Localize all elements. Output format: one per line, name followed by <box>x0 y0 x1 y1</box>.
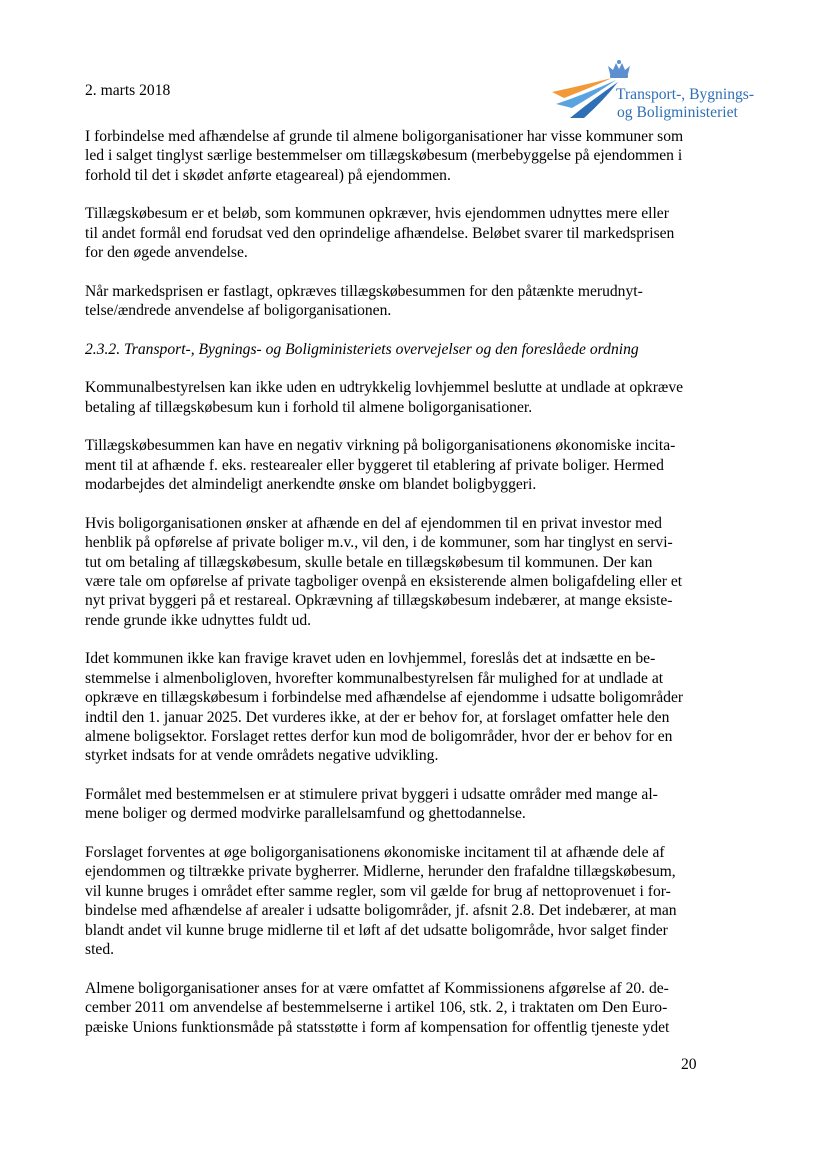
paragraph: I forbindelse med afhændelse af grunde til almene boligorganisationer har visse kommuner som led i salget tinglyst særlige bestemmelser om tillægskøbesum (merbebyggelse på ejendommen i forhold til det i skødet anførte etageareal) på ejendommen. <box>85 128 684 184</box>
document-body <box>85 127 700 1056</box>
crown-icon <box>608 60 630 78</box>
ministry-logo <box>550 60 760 130</box>
paragraph: Tillægskøbesummen kan have en negativ virkning på boligorganisationens økonomiske incita- ment til at afhænde f. eks. restearealer eller byggeret til etablering af private boliger. Hermed modarbejdes det almindeligt anerkendte ønske om blandet boligbyggeri. <box>85 437 676 494</box>
ministry-name-line2: og Boligministeriet <box>617 104 738 121</box>
ministry-name-line1: Transport-, Bygnings- <box>616 86 755 103</box>
page-number: 20 <box>681 1056 697 1073</box>
section-heading: 2.3.2. Transport-, Bygnings- og Boligministeriets overvejelser og den foreslåede ordning <box>85 340 639 358</box>
document-date: 2. marts 2018 <box>85 82 171 99</box>
paragraph: Forslaget forventes at øge boligorganisationens økonomiske incitament til at afhænde dele af ejendommen og tiltrække private bygherrer. Midlerne, herunder den frafaldne tillægskøbesum, vil kunne bruges i området efter samme regler, som vil gælde for brug af nettoprovenuet i for- bindelse med afhændelse af arealer i udsatte boligområder, jf. afsnit 2.8. Det indebærer, at man blandt andet vil kunne bruge midlerne til et løft af det udsatte boligområde, hvor salget finder sted. <box>85 844 677 959</box>
paragraph: Kommunalbestyrelsen kan ikke uden en udtrykkelig lovhjemmel beslutte at undlade at opkræve betaling af tillægskøbesum kun i forhold til almene boligorganisationer. <box>85 379 684 416</box>
paragraph: Idet kommunen ikke kan fravige kravet uden en lovhjemmel, foreslås det at indsætte en be- stemmelse i almenboligloven, hvorefter kommunalbestyrelsen får mulighed for at undlade at opkræve en tillægskøbesum i forbindelse med afhændelse af ejendomme i udsatte boligområder indtil den 1. januar 2025. Det vurderes ikke, at der er behov for, at forslaget omfatter hele den almene boligsektor. Forslaget rettes derfor kun mod de boligområder, hvor der er behov for en styrket indsats for at vende områdets negative udvikling. <box>85 650 684 765</box>
paragraph: Når markedsprisen er fastlagt, opkræves tillægskøbesummen for den påtænkte merudnyt- telse/ændrede anvendelse af boligorganisationen. <box>85 282 643 320</box>
paragraph: Hvis boligorganisationen ønsker at afhænde en del af ejendommen til en privat investor med henblik på opførelse af private boliger m.v., vil den, i de kommuner, som har tinglyst en servi- tut om betaling af tillægskøbesum, skulle betale en tillægskøbesum til kommunen. Der kan være tale om opførelse af private tagboliger ovenpå en eksisterende almen boligafdeling eller et nyt privat byggeri på et restareal. Opkrævning af tillægskøbesum indebærer, at mange eksiste- rende grunde ikke udnyttes fuldt ud. <box>85 514 683 629</box>
paragraph: Formålet med bestemmelsen er at stimulere privat byggeri i udsatte områder med mange al- mene boliger og dermed modvirke parallelsamfund og ghettodannelse. <box>85 786 658 823</box>
ministry-name <box>616 86 754 122</box>
paragraph: Almene boligorganisationer anses for at være omfattet af Kommissionens afgørelse af 20. de- cember 2011 om anvendelse af bestemmelserne i artikel 106, stk. 2, i traktaten om Den Euro- pæiske Unions funktionsmåde på statsstøtte i form af kompensation for offentlig tjeneste ydet <box>85 979 670 1036</box>
paragraph: Tillægskøbesum er et beløb, som kommunen opkræver, hvis ejendommen udnyttes mere eller til andet formål end forudsat ved den oprindelige afhændelse. Beløbet svarer til markedsprisen for den øgede anvendelse. <box>85 205 675 262</box>
